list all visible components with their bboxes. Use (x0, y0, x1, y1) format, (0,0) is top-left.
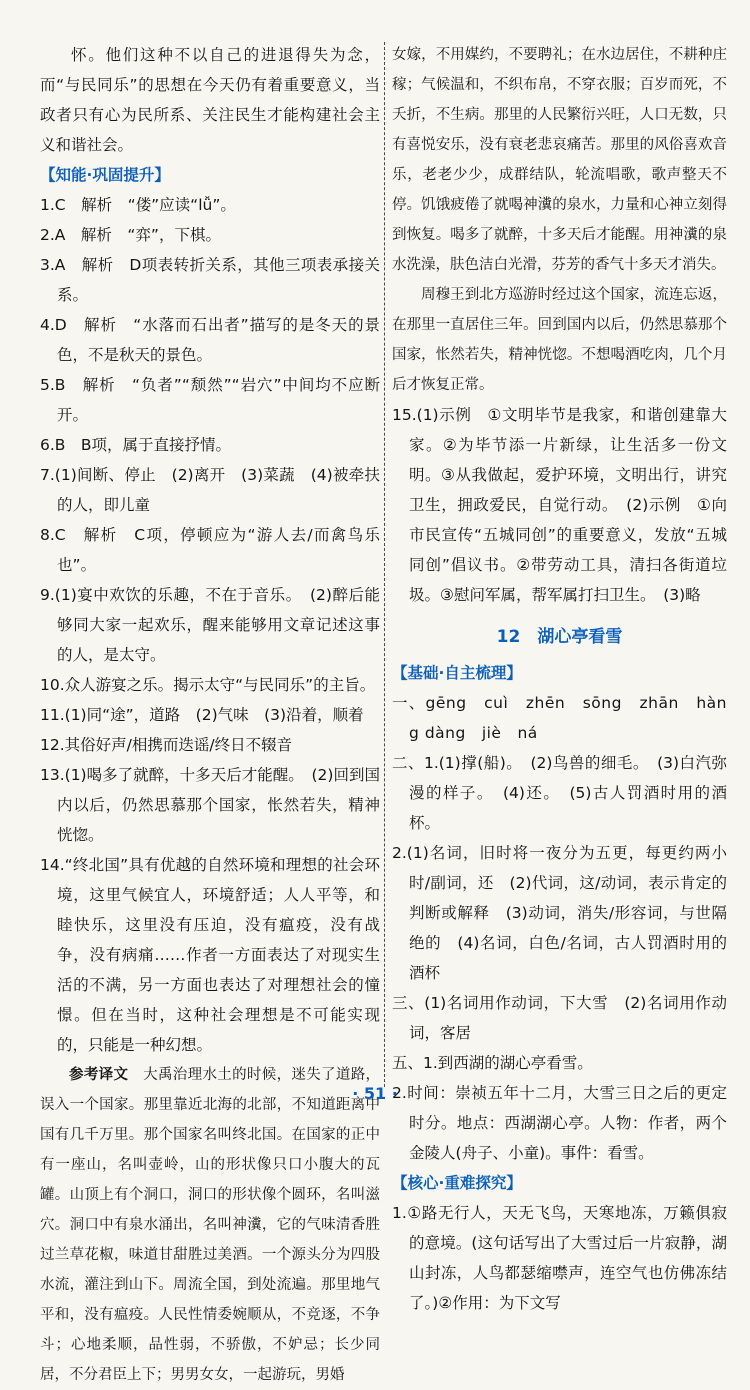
reference-translation (40, 1060, 380, 1390)
answer-item-12: 12.其俗好声/相携而迭谣/终日不辍音 (40, 736, 293, 754)
left-column (40, 40, 380, 1390)
right-column (392, 40, 727, 1318)
answer-item-10: 10.众人游宴之乐。揭示太守“与民同乐”的主旨。 (40, 676, 376, 694)
pinyin-answers: 一、gēng cuì zhēn sōng zhān hàng dàng jiè ná (392, 694, 727, 742)
answer-item-7: 7.(1)间断、停止 (2)离开 (3)菜蔬 (4)被牵扶的人，即儿童 (40, 466, 380, 514)
core-item-1: 1.①路无行人，天无飞鸟，天寒地冻，万籁俱寂的意境。(这句话写出了大雪过后一片寂静，湖山封冻，人鸟都瑟缩噤声，连空气也仿佛冻结了。)②作用：为下文写 (392, 1204, 727, 1312)
lesson-item-2-1: 二、1.(1)撑(船)。 (2)鸟兽的细毛。 (3)白汽弥漫的样子。 (4)还。 (5)古人罚酒时用的酒杯。 (392, 754, 727, 832)
section-heading-consolidation: 【知能·巩固提升】 (40, 166, 170, 184)
section-heading-core: 【核心·重难探究】 (392, 1174, 522, 1192)
answer-item-6: 6.B B项，属于直接抒情。 (40, 436, 232, 454)
answer-item-9: 9.(1)宴中欢饮的乐趣，不在于音乐。 (2)醉后能够同大家一起欢乐，醒来能够用文章记述这事的人，是太守。 (40, 586, 380, 664)
answer-item-8: 8.C 解析 C项，停顿应为“游人去/而禽鸟乐也”。 (40, 526, 380, 574)
lesson-item-5-2: 2.时间：崇祯五年十二月，大雪三日之后的更定时分。地点：西湖湖心亭。人物：作者，两个金陵人(舟子、小童)。事件：看雪。 (392, 1084, 727, 1162)
answer-item-13: 13.(1)喝多了就醉，十多天后才能醒。 (2)回到国内以后，仍然思慕那个国家，怅然若失，精神恍惚。 (40, 766, 380, 844)
lesson-item-3: 三、(1)名词用作动词，下大雪 (2)名词用作动词，客居 (392, 994, 727, 1042)
answer-item-14: 14.“终北国”具有优越的自然环境和理想的社会环境，这里气候宜人，环境舒适；人人平等，和睦快乐，这里没有压迫，没有瘟疫，没有战争，没有病痛……作者一方面表达了对现实生活的不满，另一方面也表达了对理想社会的憧憬。但在当时，这种社会理想是不可能实现的，只能是一种幻想。 (40, 856, 380, 1054)
answer-item-11: 11.(1)同“途”，道路 (2)气味 (3)沿着，顺着 (40, 706, 364, 724)
lesson-title: 12 湖心亭看雪 (496, 627, 623, 647)
translation-continuation: 女嫁，不用媒约，不要聘礼；在水边居住，不耕种庄稼；气候温和，不织布帛，不穿衣服；百岁而死，不夭折，不生病。那里的人民繁衍兴旺，人口无数，只有喜悦安乐，没有衰老悲哀痛苦。那里的风俗喜欢音乐，老老少少，成群结队，轮流唱歌，歌声整天不停。饥饿疲倦了就喝神瀵的泉水，力量和心神立刻得到恢复。喝多了就醉，十多天后才能醒。用神瀵的泉水洗澡，肤色洁白光滑，芬芳的香气十多天才消失。 (392, 47, 727, 273)
answer-item-5: 5.B 解析 “负者”“颓然”“岩穴”中间均不应断开。 (40, 376, 380, 424)
column-divider (384, 42, 385, 1087)
answer-item-1: 1.C 解析 “偻”应读“lǚ”。 (40, 196, 236, 214)
translation-text: 大禹治理水土的时候，迷失了道路，误入一个国家。那里靠近北海的北部，不知道距离中国有几千万里。那个国家名叫终北国。在国家的正中有一座山，名叫壶岭，山的形状像只口小腹大的瓦罐。山顶上有个洞口，洞口的形状像个圆环，名叫滋穴。洞口中有泉水涌出，名叫神瀵，它的气味清香胜过兰草花椒，味道甘甜胜过美酒。一个源头分为四股水流，灌注到山下。周流全国，到处流遍。那里地气平和，没有瘟疫。人民性情委婉顺从，不竞逐，不争斗；心地柔顺，品性弱，不骄傲，不妒忌；长少同居，不分君臣上下；男男女女，一起游玩，男婚 (40, 1067, 381, 1383)
answer-item-3: 3.A 解析 D项表转折关系，其他三项表承接关系。 (40, 256, 380, 304)
lesson-item-2-2: 2.(1)名词，旧时将一夜分为五更，每更约两小时/副词，还 (2)代词，这/动词，表示肯定的判断或解释 (3)动词，消失/形容词，与世隔绝的 (4)名词，白色/名词，古人罚酒时用的酒杯 (392, 844, 727, 982)
intro-paragraph: 怀。他们这种不以自己的进退得失为念，而“与民同乐”的思想在今天仍有着重要意义，当政者只有心为民所系、关注民生才能构建社会主义和谐社会。 (40, 46, 380, 154)
answer-item-2: 2.A 解析 “弈”，下棋。 (40, 226, 221, 244)
translation-label: 参考译文 (69, 1067, 129, 1083)
page-number: · 51 · (352, 1084, 398, 1103)
answer-item-4: 4.D 解析 “水落而石出者”描写的是冬天的景色，不是秋天的景色。 (40, 316, 380, 364)
answer-item-15: 15.(1)示例 ①文明毕节是我家，和谐创建靠大家。②为毕节添一片新绿，让生活多一份文明。③从我做起，爱护环境，文明出行，讲究卫生，拥政爱民，自觉行动。 (2)示例 ①向市民宣传“五城同创”的重要意义，发放“五城同创”倡议书。②带劳动工具，清扫各街道垃圾。③慰问军属，帮军属打扫卫生。 (3)略 (392, 406, 727, 604)
translation-continuation-2: 周穆王到北方巡游时经过这个国家，流连忘返，在那里一直居住三年。回到国内以后，仍然思慕那个国家，怅然若失，精神恍惚。不想喝酒吃肉，几个月后才恢复正常。 (392, 287, 727, 393)
lesson-item-5-1: 五、1.到西湖的湖心亭看雪。 (392, 1054, 593, 1072)
section-heading-basics: 【基础·自主梳理】 (392, 664, 522, 682)
